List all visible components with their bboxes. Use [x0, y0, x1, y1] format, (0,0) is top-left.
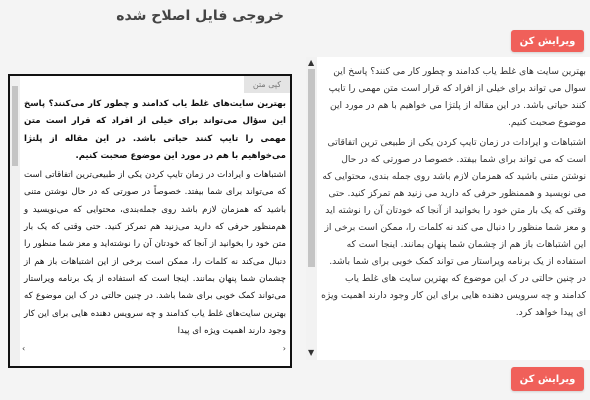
- original-text: [24, 96, 286, 342]
- original-text-area[interactable]: [8, 74, 292, 368]
- scrollbar[interactable]: [10, 76, 20, 366]
- original-paragraph: بهترین سایت‌های غلط یاب کدامند و چطور کار می‌کنند؟ پاسخ این سؤال می‌تواند برای خیلی از افراد که قرار است متن مهمی را تایپ کنند حیاتی باشد. در این مقاله از پلتژا می‌خواهیم با هم در مورد این موضوع صحبت کنیم.: [24, 99, 286, 161]
- edit-button-bottom[interactable]: ویرایش کن: [511, 367, 584, 391]
- copy-text-label[interactable]: کپی متن: [244, 76, 290, 93]
- scrollbar-thumb[interactable]: [308, 69, 315, 267]
- corrected-paragraph: اشتباهات و ایرادات در زمان تایپ کردن یکی از طبیعی ترین اتفاقاتی است که می تواند برای شما بیفتد. خصوصا در صورتی که در حال نوشتن متنی باشید که همزمان لازم باشد روی جمله بندی، محتوایی که می نویسید و هممنظور حرفی که دارید می زنید هم تمرکز کنید. حتی وقتی که یک بار متن خود را بخوانید از آنجا که خودتان آن را نوشته اید و معز شما منظور را دنبال می کند نه کلمات را، ممکن است برخی از این اشتباهات باز هم از چشمان شما پنهان بمانند. اینجا است که استفاده از یک برنامه ویراستار می تواند کمک خوبی برای شما باشد. در چنین حالتی در ک این موضوع که بهترین سایت های غلط یاب کدامند و چه سرویس دهنده هایی برای این کار وجود دارند اهمیت ویژه ای پیدا خواهد کرد.: [321, 137, 586, 318]
- scrollbar[interactable]: [306, 57, 317, 360]
- scroll-right-icon[interactable]: ›: [282, 344, 286, 353]
- scroll-left-icon[interactable]: ‹: [22, 344, 26, 353]
- corrected-text: [320, 63, 586, 324]
- original-paragraph: اشتباهات و ایرادات در زمان تایپ کردن یکی از طبیعی‌ترین اتفاقاتی است که می‌تواند برای شما بیفتد. خصوصاً در صورتی که در حال نوشتن متنی باشید که همزمان لازم باشد روی جمله‌بندی، محتوایی که می‌نویسید و هم‌منظور حرفی که دارید می‌زنید هم تمرکز کنید. حتی وقتی که یک بار متن خود را بخوانید از آنجا که خودتان آن را نوشته‌اید و معز شما منظور را دنبال می‌کند نه کلمات را، ممکن است برخی از این اشتباهات باز هم از چشمان شما پنهان بمانند. اینجا است که استفاده از یک برنامه ویراستار می‌تواند کمک خوبی برای شما باشد. در چنین حالتی در ک این موضوع که بهترین سایت‌های غلط یاب کدامند و چه سرویس دهنده هایی برای این کار وجود دارند اهمیت ویژه ای پیدا: [24, 170, 286, 336]
- scroll-up-icon[interactable]: ▲: [308, 58, 315, 67]
- scroll-down-icon[interactable]: ▼: [308, 348, 315, 357]
- edit-button-top[interactable]: ویرایش کن: [511, 30, 584, 52]
- corrected-text-area[interactable]: [306, 57, 590, 360]
- horizontal-scrollbar[interactable]: [22, 344, 286, 356]
- corrected-paragraph: بهترین سایت های غلط یاب کدامند و چطور کار می کنند؟ پاسخ این سوال می تواند برای خیلی از افراد که قرار است متن مهمی را تایپ کنند حیاتی باشد. در این مقاله از پلتژا می خواهیم با هم در مورد این موضوع صحبت کنیم.: [328, 66, 586, 128]
- page-title: خروجی فایل اصلاح شده: [116, 8, 284, 24]
- scrollbar-thumb[interactable]: [12, 86, 18, 166]
